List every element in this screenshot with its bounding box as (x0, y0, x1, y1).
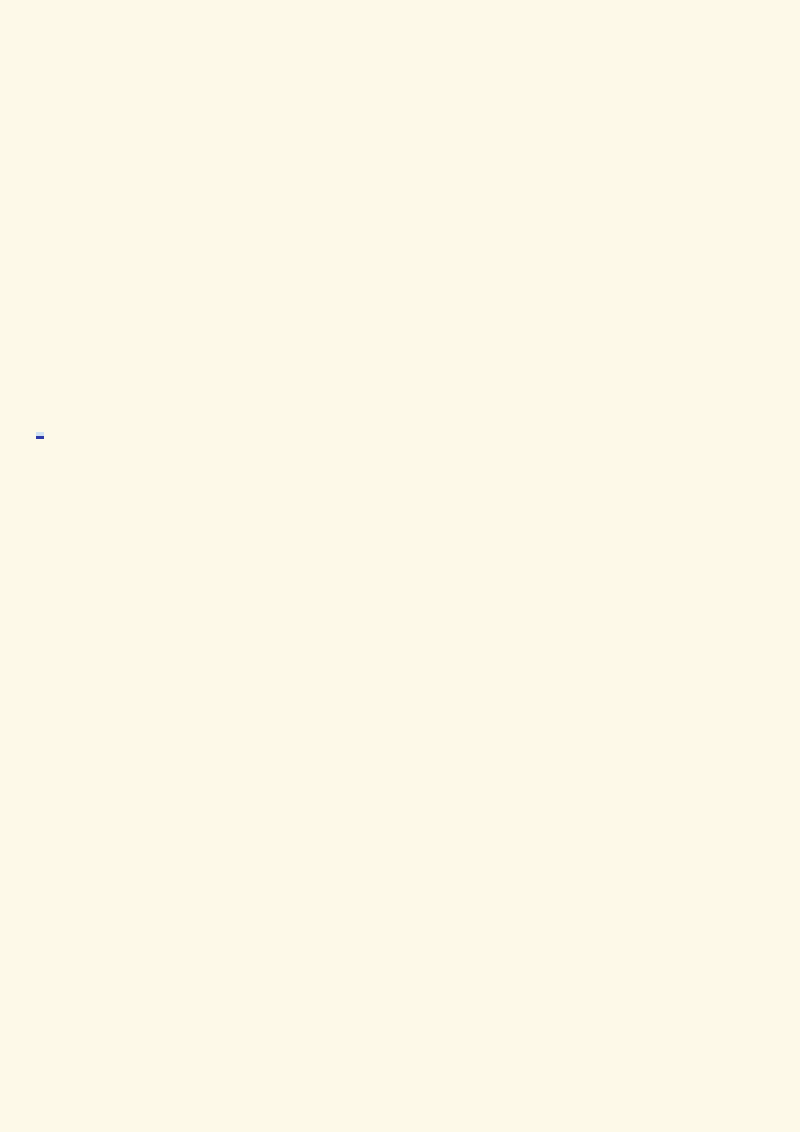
section-title (36, 432, 44, 439)
